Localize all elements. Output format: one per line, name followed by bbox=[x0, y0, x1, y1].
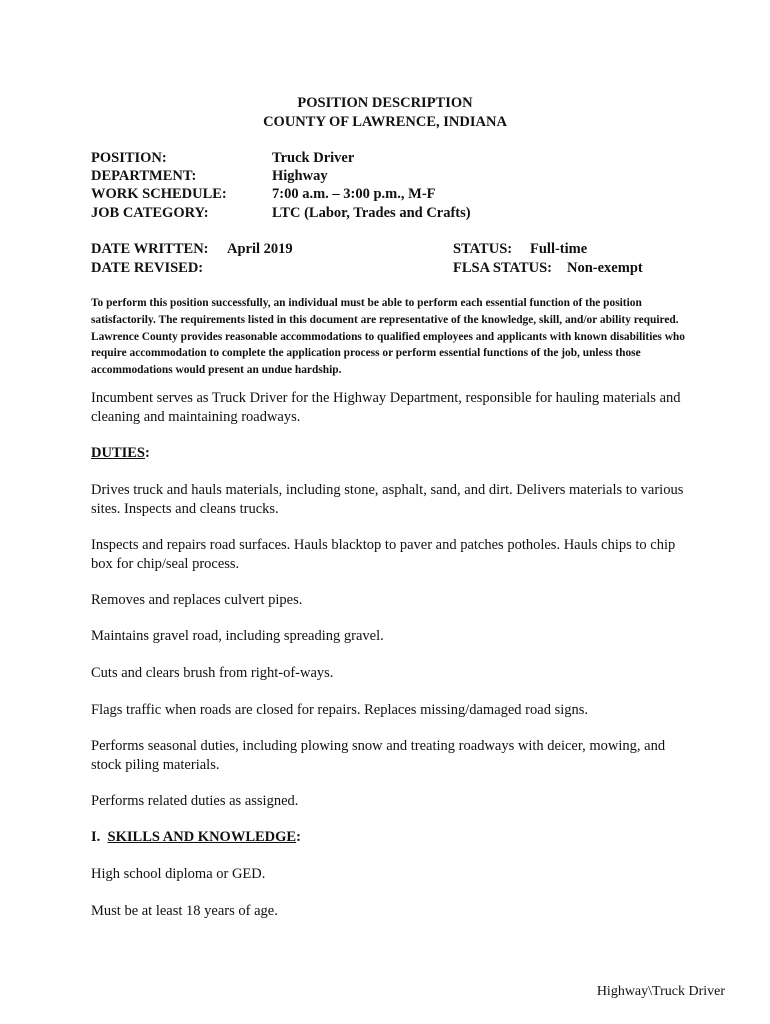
duty-item: Performs related duties as assigned. bbox=[91, 793, 299, 809]
field-value-work-schedule: 7:00 a.m. – 3:00 p.m., M-F bbox=[272, 186, 436, 202]
date-written-value: April 2019 bbox=[227, 241, 293, 257]
flsa-status-label: FLSA STATUS: bbox=[453, 260, 552, 276]
accommodation-notice: To perform this position successfully, an individual must be able to perform each essential function of the position satisfactorily. The requirements listed in this document are representative of the knowledge, skill, and/or ability required. Lawrence County provides reasonable accommodations to qualified employees and applicants with known disabilities who require accommodation to complete the application process or perform essential functions of the job, unless those accommodations would present an undue hardship. bbox=[91, 297, 685, 377]
field-label-job-category: JOB CATEGORY: bbox=[91, 205, 209, 221]
duties-heading bbox=[91, 444, 691, 463]
skills-heading bbox=[91, 828, 691, 847]
duties-heading-text: DUTIES bbox=[91, 445, 145, 461]
duties-heading-colon: : bbox=[145, 445, 150, 461]
field-value-position: Truck Driver bbox=[272, 150, 355, 166]
duty-item: Maintains gravel road, including spreading gravel. bbox=[91, 628, 384, 644]
status-value: Full-time bbox=[530, 241, 588, 257]
date-written-label: DATE WRITTEN: bbox=[91, 241, 209, 257]
duty-item: Performs seasonal duties, including plowing snow and treating roadways with deicer, mowing, and stock piling materials. bbox=[91, 738, 666, 773]
field-value-job-category: LTC (Labor, Trades and Crafts) bbox=[272, 205, 471, 221]
skills-numeral: I. bbox=[91, 829, 101, 845]
field-value-department: Highway bbox=[272, 168, 328, 184]
skills-item: Must be at least 18 years of age. bbox=[91, 903, 278, 919]
duty-item: Removes and replaces culvert pipes. bbox=[91, 592, 303, 608]
skills-heading-colon: : bbox=[296, 829, 301, 845]
position-summary: Incumbent serves as Truck Driver for the Highway Department, responsible for hauling materials and cleaning and maintaining roadways. bbox=[91, 390, 681, 425]
field-label-work-schedule: WORK SCHEDULE: bbox=[91, 186, 227, 202]
field-label-department: DEPARTMENT: bbox=[91, 168, 197, 184]
flsa-status-value: Non-exempt bbox=[567, 260, 643, 276]
page-footer: Highway\Truck Driver bbox=[596, 984, 725, 999]
field-label-position: POSITION: bbox=[91, 150, 167, 166]
document-subtitle: COUNTY OF LAWRENCE, INDIANA bbox=[263, 114, 507, 130]
duty-item: Cuts and clears brush from right-of-ways. bbox=[91, 665, 334, 681]
duty-item: Flags traffic when roads are closed for repairs. Replaces missing/damaged road signs. bbox=[91, 702, 589, 718]
duty-item: Inspects and repairs road surfaces. Hauls blacktop to paver and patches potholes. Hauls chips to chip box for chip/seal process. bbox=[91, 537, 676, 572]
date-revised-label: DATE REVISED: bbox=[91, 260, 204, 276]
document-title: POSITION DESCRIPTION bbox=[297, 95, 473, 111]
skills-heading-text: SKILLS AND KNOWLEDGE bbox=[107, 829, 297, 845]
skills-item: High school diploma or GED. bbox=[91, 866, 266, 882]
status-label: STATUS: bbox=[453, 241, 513, 257]
duty-item: Drives truck and hauls materials, including stone, asphalt, sand, and dirt. Delivers materials to various sites. Inspects and cleans trucks. bbox=[91, 482, 684, 517]
